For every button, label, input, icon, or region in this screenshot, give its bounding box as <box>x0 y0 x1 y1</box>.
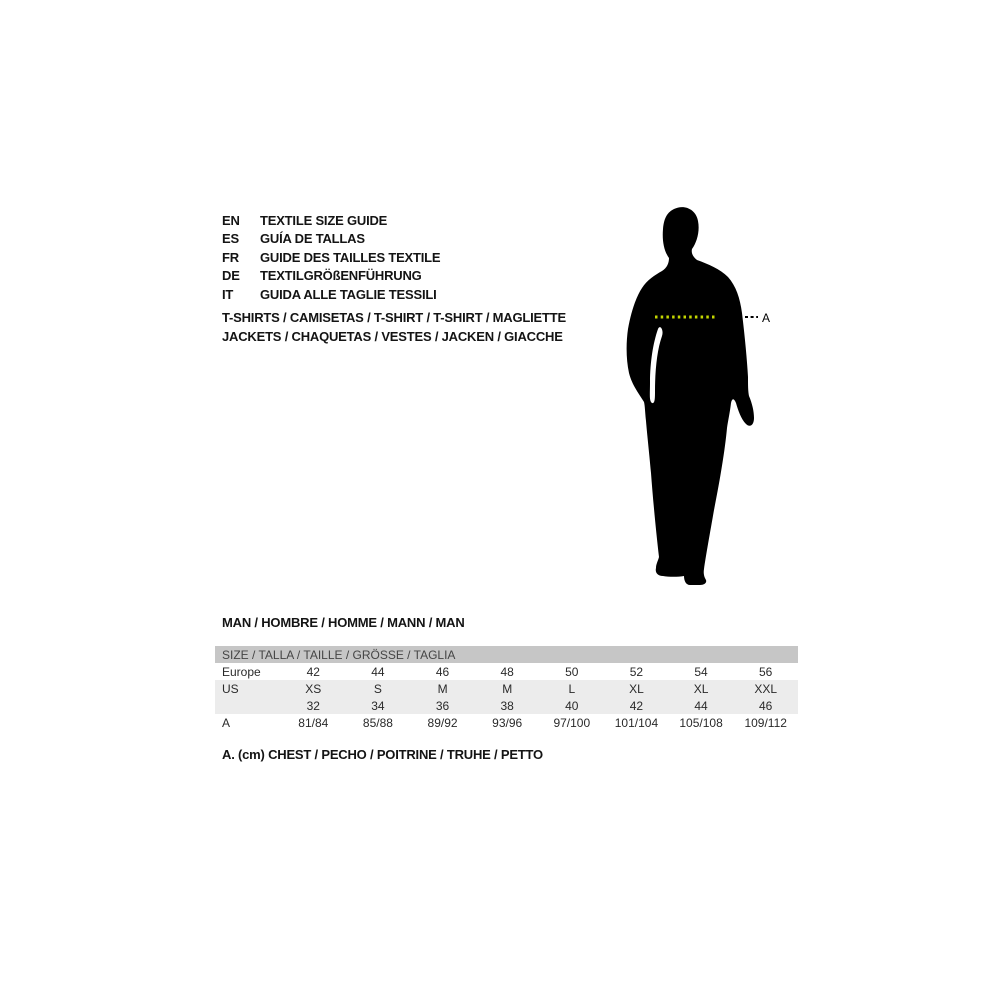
cell-europe-6: 52 <box>629 664 644 679</box>
table-row-numeric <box>215 697 798 714</box>
cell-a-7: 105/108 <box>679 715 723 730</box>
language-row-de <box>222 267 440 285</box>
language-label: GUÍA DE TALLAS <box>260 231 365 247</box>
cell-europe-4: 48 <box>500 664 514 679</box>
cell-a-1: 81/84 <box>298 715 329 730</box>
category-titles <box>222 309 566 346</box>
cell-num-8: 46 <box>733 697 798 714</box>
language-code: DE <box>222 268 240 284</box>
cell-a-6: 101/104 <box>614 715 659 730</box>
category-jackets: JACKETS / CHAQUETAS / VESTES / JACKEN / GIACCHE <box>222 328 563 344</box>
table-row-chest <box>215 714 798 731</box>
section-title-man: MAN / HOMBRE / HOMME / MANN / MAN <box>222 615 465 630</box>
language-label: TEXTILGRÖßENFÜHRUNG <box>260 268 422 284</box>
size-table-header: SIZE / TALLA / TAILLE / GRÖSSE / TAGLIA <box>215 646 798 663</box>
measure-a-label: A <box>762 311 771 325</box>
cell-us-6: XL <box>604 680 669 697</box>
cell-a-5: 97/100 <box>553 715 591 730</box>
cell-a-4: 93/96 <box>492 715 523 730</box>
cell-num-4: 38 <box>475 697 540 714</box>
language-list <box>222 212 440 304</box>
cell-us-2: S <box>346 680 411 697</box>
cell-num-2: 34 <box>346 697 411 714</box>
cell-num-7: 44 <box>669 697 734 714</box>
language-label: GUIDE DES TAILLES TEXTILE <box>260 249 441 265</box>
cell-us-7: XL <box>669 680 734 697</box>
language-code: ES <box>222 231 239 247</box>
man-body-shape <box>627 207 754 585</box>
size-table-header-row <box>215 646 798 663</box>
table-row-europe <box>215 663 798 680</box>
cell-num-5: 40 <box>540 697 605 714</box>
cell-us-4: M <box>475 680 540 697</box>
cell-europe-3: 46 <box>435 664 450 679</box>
language-label: GUIDA ALLE TAGLIE TESSILI <box>260 286 437 302</box>
row-label-us: US <box>215 680 281 697</box>
cell-europe-1: 42 <box>306 664 320 679</box>
row-label-a: A <box>222 715 231 730</box>
category-tshirts: T-SHIRTS / CAMISETAS / T-SHIRT / T-SHIRT / MAGLIETTE <box>222 310 566 325</box>
language-code: EN <box>222 213 240 228</box>
cell-us-1: XS <box>281 680 346 697</box>
language-row-fr <box>222 249 440 267</box>
cell-a-3: 89/92 <box>427 715 458 730</box>
cell-europe-7: 54 <box>694 664 708 679</box>
cell-us-8: XXL <box>733 680 798 697</box>
language-code: FR <box>222 249 239 265</box>
cell-num-6: 42 <box>604 697 669 714</box>
language-code: IT <box>222 286 234 302</box>
cell-europe-2: 44 <box>371 664 385 679</box>
row-label-numeric <box>215 697 281 714</box>
language-row-es <box>222 230 440 248</box>
language-row-en <box>222 212 440 230</box>
cell-us-3: M <box>410 680 475 697</box>
row-label-europe: Europe <box>222 664 261 679</box>
language-label: TEXTILE SIZE GUIDE <box>260 213 388 228</box>
language-row-it <box>222 286 440 304</box>
cell-a-2: 85/88 <box>362 715 393 730</box>
cell-us-5: L <box>540 680 605 697</box>
size-table <box>215 646 798 731</box>
measurement-legend: A. (cm) CHEST / PECHO / POITRINE / TRUHE / PETTO <box>222 747 543 762</box>
cell-a-8: 109/112 <box>744 715 787 730</box>
man-silhouette-svg <box>600 195 800 615</box>
cell-europe-5: 50 <box>565 664 579 679</box>
cell-num-1: 32 <box>281 697 346 714</box>
table-row-us <box>215 680 798 697</box>
man-silhouette <box>600 195 800 615</box>
cell-europe-8: 56 <box>759 664 773 679</box>
cell-num-3: 36 <box>410 697 475 714</box>
